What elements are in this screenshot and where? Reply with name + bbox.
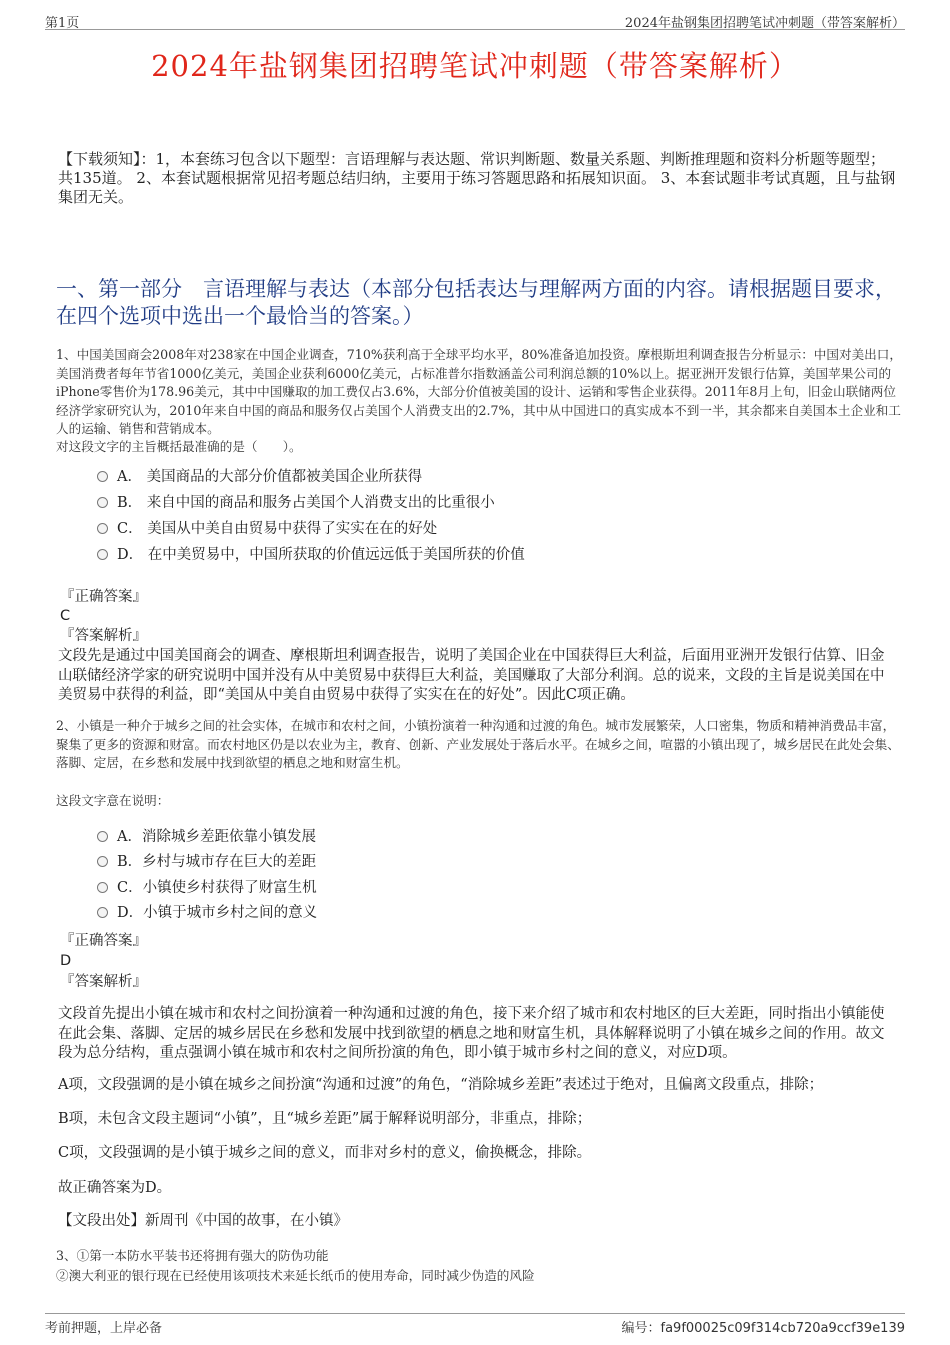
q2-analysis-a: A项，文段强调的是小镇在城乡之间扮演“沟通和过渡”的角色，“消除城乡差距”表述过于绝对，且偏离文段重点，排除；	[58, 1077, 824, 1093]
q2-analysis-c: C项，文段强调的是小镇于城乡之间的意义，而非对乡村的意义，偷换概念，排除。	[58, 1145, 592, 1161]
q2-option-c[interactable]: C．小镇使乡村获得了财富生机	[97, 878, 317, 898]
q2-answer-label: 『正确答案』	[60, 933, 147, 949]
radio-icon[interactable]	[97, 497, 108, 508]
q1-option-c[interactable]: C． 美国从中美自由贸易中获得了实实在在的好处	[97, 519, 437, 539]
section-title: 一、第一部分 言语理解与表达（本部分包括表达与理解两方面的内容。请根据题目要求，在四个选项中选出一个最恰当的答案。）	[56, 277, 896, 328]
question-3-line-2: ②澳大利亚的银行现在已经使用该项技术来延长纸币的使用寿命，同时减少伪造的风险	[56, 1268, 535, 1283]
q1-option-b[interactable]: B． 来自中国的商品和服务占美国个人消费支出的比重很小	[97, 493, 495, 513]
q2-source: 【文段出处】新周刊《中国的故事，在小镇》	[58, 1213, 348, 1229]
document-title: 2024年盐钢集团招聘笔试冲刺题（带答案解析）	[151, 49, 799, 83]
radio-icon[interactable]	[97, 471, 108, 482]
q1-answer: C	[60, 608, 71, 624]
radio-icon[interactable]	[97, 549, 108, 560]
page-header	[45, 8, 905, 30]
footer-slogan: 考前押题，上岸必备	[45, 1321, 163, 1336]
q2-analysis: 文段首先提出小镇在城市和农村之间扮演着一种沟通和过渡的角色，接下来介绍了城市和农村地区的巨大差距，同时指出小镇能使在此会集、落脚、定居的城乡居民在乡愁和发展中找到欲望的栖息之地和财富生机，具体解释说明了小镇在城乡之间的作用。故文段为总分结构，重点强调小镇在城市和农村之间所扮演的角色，即小镇于城市乡村之间的意义，对应D项。	[58, 1006, 885, 1061]
question-2-prompt: 这段文字意在说明：	[56, 793, 170, 808]
page-footer	[45, 1313, 905, 1338]
q2-answer: D	[60, 953, 72, 969]
q1-answer-label: 『正确答案』	[60, 589, 147, 605]
question-1-prompt: 对这段文字的主旨概括最准确的是（ ）。	[56, 439, 302, 454]
download-notice: 【下载须知】：1，本套练习包含以下题型：言语理解与表达题、常识判断题、数量关系题、判断推理题和资料分析题等题型；共135道。 2、本套试题根据常见招考题总结归纳，主要用于练习答题思路和拓展知识面。 3、本套试题非考试真题，且与盐钢集团无关。	[58, 150, 896, 206]
q1-option-d[interactable]: D． 在中美贸易中，中国所获取的价值远远低于美国所获的价值	[97, 545, 525, 565]
question-3-line-1: 3、①第一本防水平装书还将拥有强大的防伪功能	[56, 1248, 329, 1263]
footer-code: 编号：fa9f00025c09f314cb720a9ccf39e139	[621, 1321, 905, 1336]
q2-option-a[interactable]: A．消除城乡差距依靠小镇发展	[97, 827, 316, 847]
q2-conclusion: 故正确答案为D。	[58, 1180, 172, 1196]
q2-option-b[interactable]: B．乡村与城市存在巨大的差距	[97, 852, 316, 872]
q2-analysis-label: 『答案解析』	[60, 974, 147, 990]
question-2-text: 2、小镇是一种介于城乡之间的社会实体，在城市和农村之间，小镇扮演着一种沟通和过渡的角色。城市发展繁荣，人口密集，物质和精神消费品丰富，聚集了更多的资源和财富。而农村地区仍是以农业为主，教育、创新、产业发展处于落后水平。在城乡之间，喧嚣的小镇出现了，城乡居民在此处会集、落脚、定居，在乡愁和发展中找到欲望的栖息之地和财富生机。	[56, 718, 900, 770]
q1-analysis: 文段先是通过中国美国商会的调查、摩根斯坦利调查报告，说明了美国企业在中国获得巨大利益，后面用亚洲开发银行估算、旧金山联储经济学家的研究说明中国并没有从中美贸易中获得巨大利益，美国赚取了大部分利润。总的说来，文段的主旨是说美国在中美贸易中获得的利益，即“美国从中美自由贸易中获得了实实在在的好处”。因此C项正确。	[58, 648, 885, 703]
header-doc-title: 2024年盐钢集团招聘笔试冲刺题（带答案解析）	[624, 16, 905, 31]
radio-icon[interactable]	[97, 523, 108, 534]
q2-analysis-b: B项，未包含文段主题词“小镇”，且“城乡差距”属于解释说明部分，非重点，排除；	[58, 1111, 592, 1127]
radio-icon[interactable]	[97, 907, 108, 918]
page-number: 第1页	[45, 16, 80, 31]
radio-icon[interactable]	[97, 882, 108, 893]
q1-analysis-label: 『答案解析』	[60, 628, 147, 644]
radio-icon[interactable]	[97, 856, 108, 867]
question-1-text: 1、中国美国商会2008年对238家在中国企业调查，710%获利高于全球平均水平，80%准备追加投资。摩根斯坦利调查报告分析显示：中国对美出口，美国消费者每年节省1000亿美元，美国企业获利6000亿美元，占标准普尔指数涵盖公司利润总额的10%以上。据亚洲开发银行估算，美国苹果公司的iPhone零售价为178.96美元，其中中国赚取的加工费仅占3.6%，大部分价值被美国的设计、运销和零售企业获得。2011年8月上旬，旧金山联储两位经济学家研究认为，2010年来自中国的商品和服务仅占美国个人消费支出的2.7%，其中从中国进口的真实成本不到一半，其余都来自美国本土企业和工人的运输、销售和营销成本。	[56, 347, 902, 436]
q2-option-d[interactable]: D．小镇于城市乡村之间的意义	[97, 903, 317, 923]
radio-icon[interactable]	[97, 831, 108, 842]
q1-option-a[interactable]: A． 美国商品的大部分价值都被美国企业所获得	[97, 467, 422, 487]
